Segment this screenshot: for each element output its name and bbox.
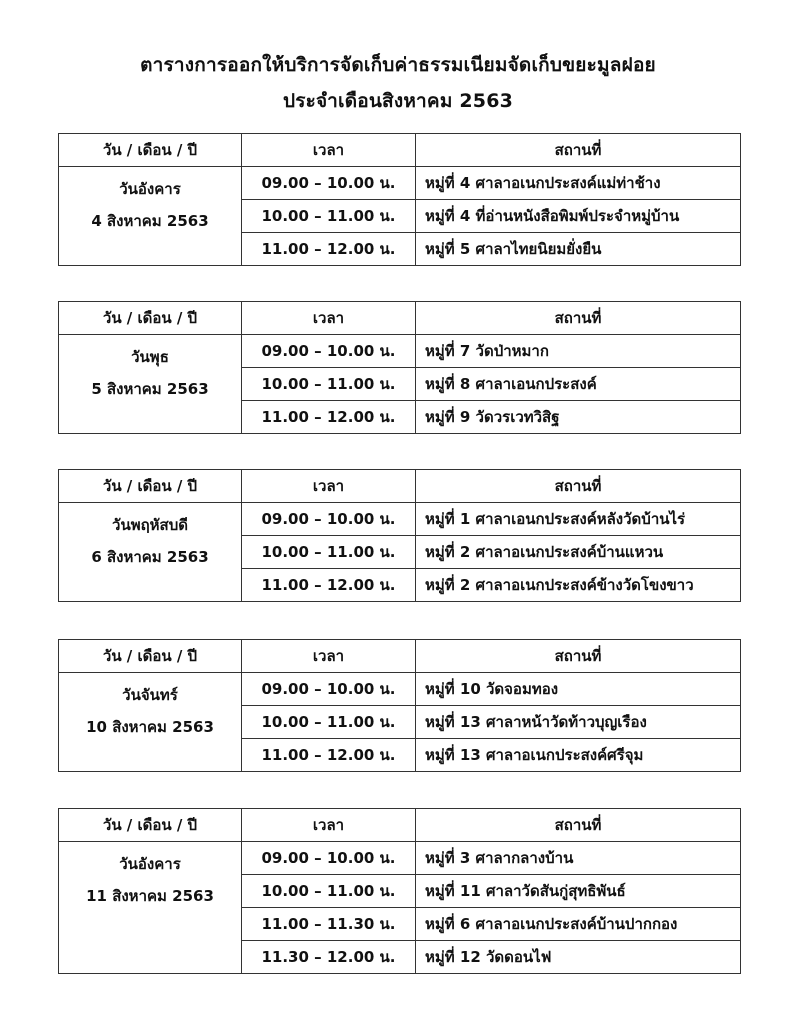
place-cell: หมู่ที่ 8 ศาลาเอนกประสงค์ — [416, 368, 741, 401]
place-cell: หมู่ที่ 3 ศาลากลางบ้าน — [416, 842, 741, 875]
time-cell: 10.00 – 11.00 น. — [242, 368, 416, 401]
schedule-table-1 — [58, 133, 741, 266]
time-cell: 11.00 – 12.00 น. — [242, 739, 416, 772]
place-cell: หมู่ที่ 2 ศาลาอเนกประสงค์ข้างวัดโขงขาว — [416, 569, 741, 602]
document-subtitle: ประจำเดือนสิงหาคม 2563 — [282, 90, 514, 112]
header-time: เวลา — [242, 809, 416, 842]
time-cell: 11.00 – 12.00 น. — [242, 233, 416, 266]
date-cell — [59, 673, 242, 772]
place-cell: หมู่ที่ 13 ศาลาหน้าวัดท้าวบุญเรือง — [416, 706, 741, 739]
date-text: 5 สิงหาคม 2563 — [91, 380, 209, 398]
table-row — [59, 167, 741, 200]
date-text: 11 สิงหาคม 2563 — [86, 887, 214, 905]
schedule-table-5 — [58, 808, 741, 974]
header-time: เวลา — [242, 134, 416, 167]
time-cell: 11.00 – 11.30 น. — [242, 908, 416, 941]
time-cell: 11.30 – 12.00 น. — [242, 941, 416, 974]
header-row — [59, 134, 741, 167]
place-cell: หมู่ที่ 12 วัดดอนไฟ — [416, 941, 741, 974]
header-place: สถานที่ — [416, 640, 741, 673]
place-cell: หมู่ที่ 5 ศาลาไทยนิยมยั่งยืน — [416, 233, 741, 266]
header-row — [59, 809, 741, 842]
header-time: เวลา — [242, 470, 416, 503]
time-cell: 10.00 – 11.00 น. — [242, 200, 416, 233]
time-cell: 11.00 – 12.00 น. — [242, 569, 416, 602]
place-cell: หมู่ที่ 7 วัดป่าหมาก — [416, 335, 741, 368]
time-cell: 11.00 – 12.00 น. — [242, 401, 416, 434]
place-cell: หมู่ที่ 2 ศาลาอเนกประสงค์บ้านแหวน — [416, 536, 741, 569]
place-cell: หมู่ที่ 10 วัดจอมทอง — [416, 673, 741, 706]
time-cell: 09.00 – 10.00 น. — [242, 673, 416, 706]
date-cell — [59, 842, 242, 974]
schedule-table-3 — [58, 469, 741, 602]
header-row — [59, 640, 741, 673]
header-date: วัน / เดือน / ปี — [59, 640, 242, 673]
time-cell: 09.00 – 10.00 น. — [242, 842, 416, 875]
header-place: สถานที่ — [416, 809, 741, 842]
date-cell — [59, 503, 242, 602]
table-row — [59, 335, 741, 368]
header-date: วัน / เดือน / ปี — [59, 809, 242, 842]
header-place: สถานที่ — [416, 302, 741, 335]
document-title: ตารางการออกให้บริการจัดเก็บค่าธรรมเนียมจัดเก็บขยะมูลฝอย — [140, 54, 656, 76]
header-date: วัน / เดือน / ปี — [59, 470, 242, 503]
header-time: เวลา — [242, 640, 416, 673]
place-cell: หมู่ที่ 4 ศาลาอเนกประสงค์แม่ท่าช้าง — [416, 167, 741, 200]
time-cell: 09.00 – 10.00 น. — [242, 167, 416, 200]
day-name: วันอังคาร — [119, 180, 181, 198]
place-cell: หมู่ที่ 6 ศาลาอเนกประสงค์บ้านปากกอง — [416, 908, 741, 941]
date-cell — [59, 167, 242, 266]
time-cell: 10.00 – 11.00 น. — [242, 875, 416, 908]
day-name: วันอังคาร — [119, 855, 181, 873]
table-row — [59, 842, 741, 875]
time-cell: 09.00 – 10.00 น. — [242, 335, 416, 368]
place-cell: หมู่ที่ 9 วัดวรเวทวิสิฐ — [416, 401, 741, 434]
date-text: 6 สิงหาคม 2563 — [91, 548, 209, 566]
header-date: วัน / เดือน / ปี — [59, 134, 242, 167]
date-text: 10 สิงหาคม 2563 — [86, 718, 214, 736]
date-cell — [59, 335, 242, 434]
place-cell: หมู่ที่ 4 ที่อ่านหนังสือพิมพ์ประจำหมู่บ้าน — [416, 200, 741, 233]
schedule-table-4 — [58, 639, 741, 772]
time-cell: 09.00 – 10.00 น. — [242, 503, 416, 536]
header-date: วัน / เดือน / ปี — [59, 302, 242, 335]
place-cell: หมู่ที่ 11 ศาลาวัดสันกู่สุทธิพันธ์ — [416, 875, 741, 908]
time-cell: 10.00 – 11.00 น. — [242, 706, 416, 739]
header-place: สถานที่ — [416, 470, 741, 503]
schedule-table-2 — [58, 301, 741, 434]
header-time: เวลา — [242, 302, 416, 335]
header-row — [59, 470, 741, 503]
day-name: วันพฤหัสบดี — [112, 516, 188, 534]
day-name: วันจันทร์ — [122, 686, 178, 704]
table-row — [59, 503, 741, 536]
place-cell: หมู่ที่ 1 ศาลาเอนกประสงค์หลังวัดบ้านไร่ — [416, 503, 741, 536]
day-name: วันพุธ — [131, 348, 169, 366]
header-row — [59, 302, 741, 335]
place-cell: หมู่ที่ 13 ศาลาอเนกประสงค์ศรีจุม — [416, 739, 741, 772]
date-text: 4 สิงหาคม 2563 — [91, 212, 209, 230]
table-row — [59, 673, 741, 706]
time-cell: 10.00 – 11.00 น. — [242, 536, 416, 569]
header-place: สถานที่ — [416, 134, 741, 167]
